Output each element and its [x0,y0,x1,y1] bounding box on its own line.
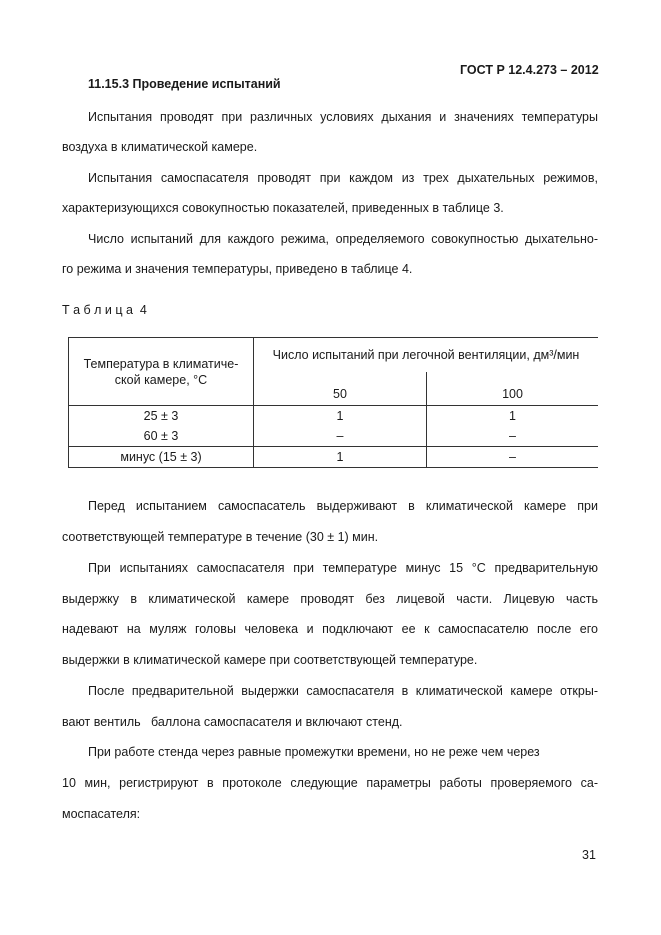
table-cell: 1 [254,406,427,426]
table-header-temperature: Температура в климатиче- ской камере, °С [69,338,254,406]
table-cell: 60 ± 3 [69,426,254,447]
page-number: 31 [582,848,596,862]
table-row [69,406,599,426]
table-header-ventilation: Число испытаний при легочной вентиляции, дм³/мин [254,338,599,372]
paragraph-line: характеризующихся совокупностью показателей, приведенных в таблице 3. [62,201,504,215]
paragraph-line: После предварительной выдержки самоспасателя в климатической камере откры- [88,684,598,698]
table-subheader: 50 [254,372,427,406]
table-4 [68,337,598,468]
document-code: ГОСТ Р 12.4.273 – 2012 [460,63,599,77]
paragraph-line: Число испытаний для каждого режима, определяемого совокупностью дыхательно- [88,232,598,246]
paragraph-line: выдержку в климатической камере проводят без лицевой части. Лицевую часть [62,592,598,606]
paragraph-line: воздуха в климатической камере. [62,140,258,154]
table-subheader: 100 [427,372,599,406]
paragraph-line: 10 мин, регистрируют в протоколе следующие параметры работы проверяемого са- [62,776,598,790]
table-cell: 1 [254,447,427,468]
paragraph-line: надевают на муляж головы человека и подключают ее к самоспасателю после его [62,622,598,636]
paragraph-line: вают вентиль баллона самоспасателя и включают стенд. [62,715,403,729]
paragraph-line: Испытания проводят при различных условиях дыхания и значениях температуры [88,110,598,124]
table-cell: 25 ± 3 [69,406,254,426]
table-cell: – [427,447,599,468]
paragraph-line: При работе стенда через равные промежутки времени, но не реже чем через [88,745,540,759]
paragraph-line: го режима и значения температуры, приведено в таблице 4. [62,262,413,276]
table-cell: минус (15 ± 3) [69,447,254,468]
table-caption: Т а б л и ц а 4 [62,303,147,317]
paragraph-line: моспасателя: [62,807,141,821]
paragraph-line: соответствующей температуре в течение (30 ± 1) мин. [62,530,379,544]
paragraph-line: Испытания самоспасателя проводят при каждом из трех дыхательных режимов, [88,171,598,185]
section-heading: 11.15.3 Проведение испытаний [88,77,281,91]
paragraph-line: Перед испытанием самоспасатель выдерживают в климатической камере при [88,499,598,513]
table-row [69,426,599,447]
table-cell: – [254,426,427,447]
paragraph-line: При испытаниях самоспасателя при температуре минус 15 °С предварительную [88,561,598,575]
table-cell: 1 [509,408,516,423]
paragraph-line: выдержки в климатической камере при соответствующей температуре. [62,653,478,667]
table-cell: – [509,428,516,443]
table-row [69,447,599,468]
